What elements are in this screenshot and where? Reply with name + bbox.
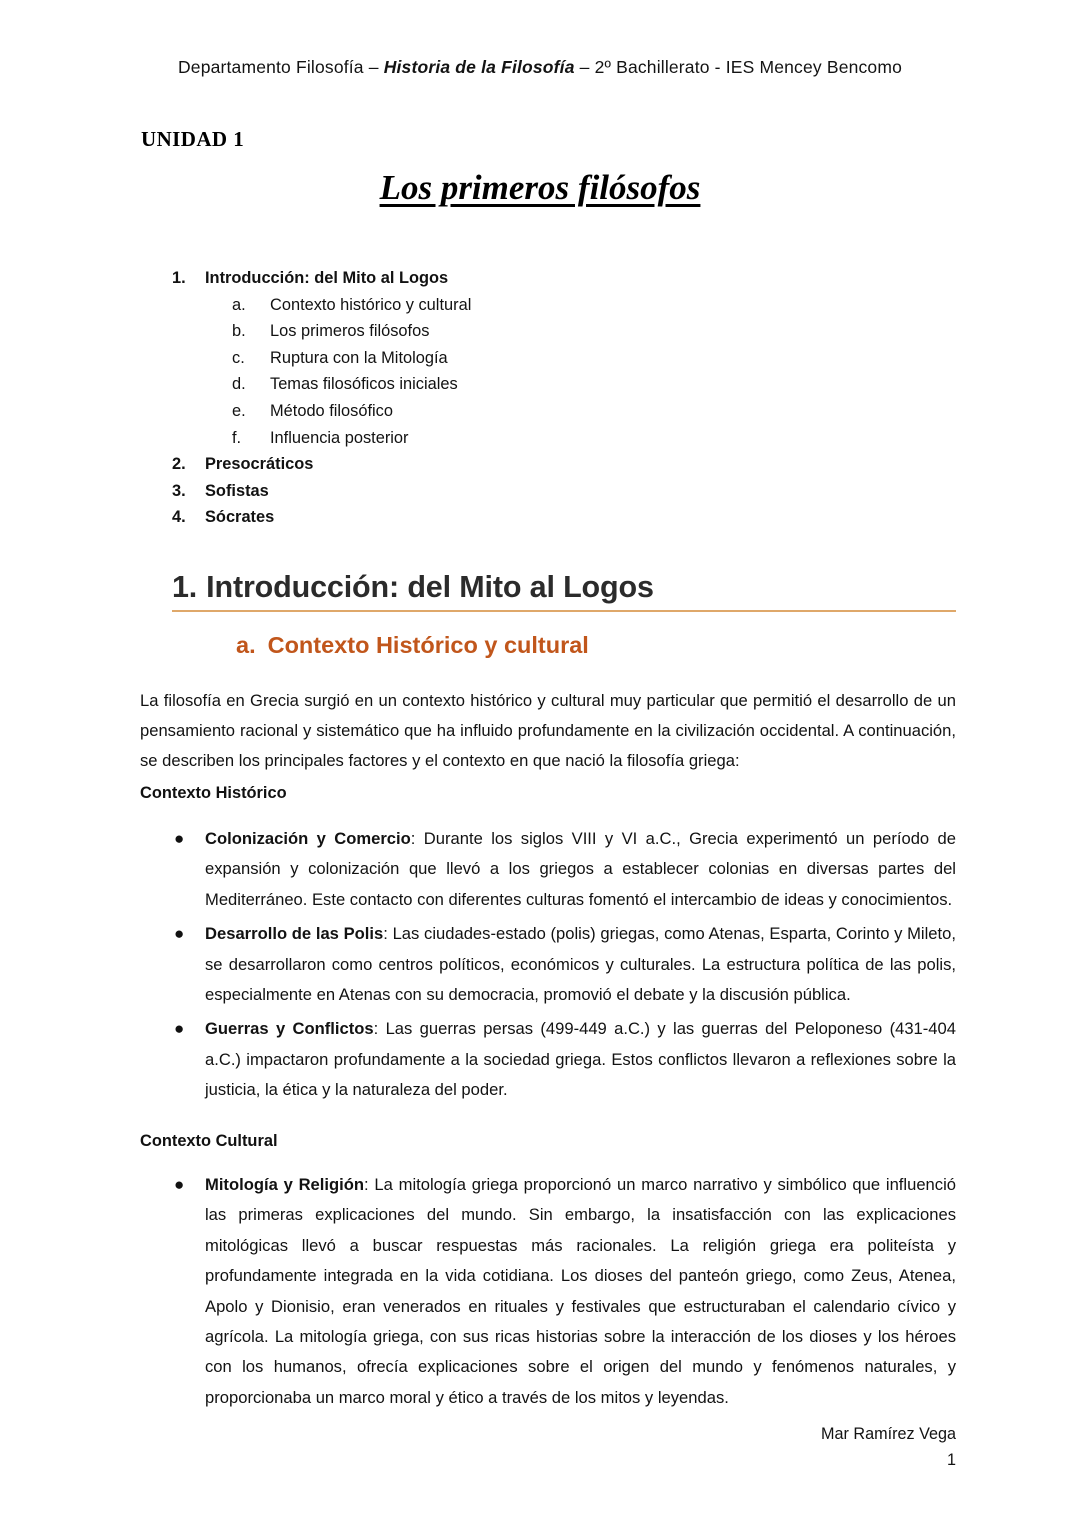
toc-item-label: Los primeros filósofos <box>270 322 430 341</box>
page-title-text: Los primeros filósofos <box>379 168 701 207</box>
toc-item-label: Sofistas <box>205 481 269 500</box>
toc-item-marker: 3. <box>172 481 186 500</box>
list-item <box>0 1170 1080 1413</box>
section-title: Introducción: del Mito al Logos <box>206 570 654 604</box>
list-item-term: Mitología y Religión <box>205 1175 365 1194</box>
toc-item[interactable] <box>0 345 1080 372</box>
toc-item-marker: e. <box>232 401 246 420</box>
toc-item[interactable] <box>0 265 1080 292</box>
header-emphasis: Historia de la Filosofía <box>383 57 575 77</box>
toc-item-label: Sócrates <box>205 508 275 527</box>
list-item-description: : Durante los siglos VIII y VI a.C., Grecia experimentó un período de expansión y colonización que llevó a los griegos a establecer colonias en diversas partes del Mediterráneo. Este contacto con diferentes culturas fomentó el intercambio de ideas y conocimientos. <box>205 829 957 909</box>
bullet-list-historico <box>0 824 1080 1106</box>
list-item-description: : Las guerras persas (499-449 a.C.) y las guerras del Peloponeso (431-404 a.C.) impactaron profundamente a la sociedad griega. Estos conflictos llevaron a reflexiones sobre la justicia, la ética y la naturaleza del poder. <box>205 1019 956 1100</box>
toc-item-label: Introducción: del Mito al Logos <box>205 269 449 287</box>
header-prefix: Departamento Filosofía – <box>177 57 384 77</box>
toc-item-marker: a. <box>232 295 246 314</box>
list-item-term: Desarrollo de las Polis <box>205 924 384 944</box>
toc-item-label: Ruptura con la Mitología <box>270 348 448 367</box>
subsection-heading <box>236 632 589 659</box>
toc-item-label: Presocráticos <box>205 455 314 474</box>
toc-item-label: Método filosófico <box>270 401 393 420</box>
unit-label: UNIDAD 1 <box>141 127 245 151</box>
list-item-description: : La mitología griega proporcionó un marco narrativo y simbólico que influenció las primeras explicaciones del mundo. Sin embargo, la insatisfacción con las explicaciones mitológicas llevó a buscar respuestas más racionales. La religión griega era politeísta y profundamente integrada en la vida cotidiana. Los dioses del panteón griego, como Zeus, Atenea, Apolo y Dionisio, eran venerados en rituales y festivales que estructuraban el calendario cívico y agrícola. La mitología griega, con sus ricas historias sobre la interacción de los dioses y los héroes con los humanos, ofrecía explicaciones sobre el origen del mundo y fenómenos naturales, y proporcionaba un marco moral y ético a través de los mitos y leyendas. <box>205 1175 956 1407</box>
table-of-contents <box>0 265 1080 531</box>
label-contexto-cultural: Contexto Cultural <box>140 1132 278 1150</box>
bullet-list-cultural <box>0 1170 1080 1413</box>
header-suffix: – 2º Bachillerato - IES Mencey Bencomo <box>574 57 903 77</box>
footer-page-number: 1 <box>946 1451 956 1469</box>
toc-item-marker: 2. <box>172 455 186 474</box>
bullet-dot-icon: ● <box>174 924 185 944</box>
toc-item[interactable] <box>0 478 1080 505</box>
toc-item-label: Contexto histórico y cultural <box>270 295 472 314</box>
toc-item[interactable] <box>0 371 1080 398</box>
toc-item-marker: b. <box>232 322 246 341</box>
intro-paragraph: La filosofía en Grecia surgió en un contexto histórico y cultural muy particular que permitió el desarrollo de un pensamiento racional y sistemático que ha influido profundamente en la civilización occidental. A continuación, se describen los principales factores y el contexto en que nació la filosofía griega: <box>140 691 956 770</box>
list-item <box>0 1014 1080 1105</box>
list-item <box>0 919 1080 1010</box>
toc-item[interactable] <box>0 451 1080 478</box>
list-item-description: : Las ciudades-estado (polis) griegas, como Atenas, Esparta, Corinto y Mileto, se desarrollaron como centros políticos, económicos y culturales. La estructura política de las polis, especialmente en Atenas con su democracia, promovió el debate y la discusión pública. <box>205 924 956 1005</box>
toc-item[interactable] <box>0 425 1080 452</box>
list-item-term: Colonización y Comercio <box>205 829 411 848</box>
bullet-dot-icon: ● <box>174 1175 185 1194</box>
label-contexto-historico: Contexto Histórico <box>140 784 287 802</box>
page-footer <box>140 1421 956 1473</box>
list-item-term: Guerras y Conflictos <box>205 1019 374 1039</box>
toc-item-label: Influencia posterior <box>270 428 409 447</box>
list-item <box>0 824 1080 915</box>
toc-item[interactable] <box>0 504 1080 531</box>
toc-item-label: Temas filosóficos iniciales <box>270 375 458 394</box>
running-header <box>0 57 1080 78</box>
section-number: 1. <box>172 570 198 604</box>
toc-item-marker: f. <box>232 428 242 447</box>
bullet-dot-icon: ● <box>174 829 185 848</box>
footer-author: Mar Ramírez Vega <box>821 1425 956 1443</box>
toc-item-marker: 4. <box>172 508 186 527</box>
toc-item[interactable] <box>0 398 1080 425</box>
toc-item[interactable] <box>0 318 1080 345</box>
section-rule <box>172 610 956 612</box>
toc-item[interactable] <box>0 292 1080 319</box>
section-heading-1 <box>172 570 956 612</box>
toc-item-marker: 1. <box>172 269 186 287</box>
subsection-letter: a. <box>236 632 256 658</box>
page-title <box>0 168 1080 208</box>
toc-item-marker: c. <box>232 348 245 367</box>
subsection-title: Contexto Histórico y cultural <box>267 632 589 658</box>
bullet-dot-icon: ● <box>174 1019 185 1039</box>
toc-item-marker: d. <box>232 375 246 394</box>
